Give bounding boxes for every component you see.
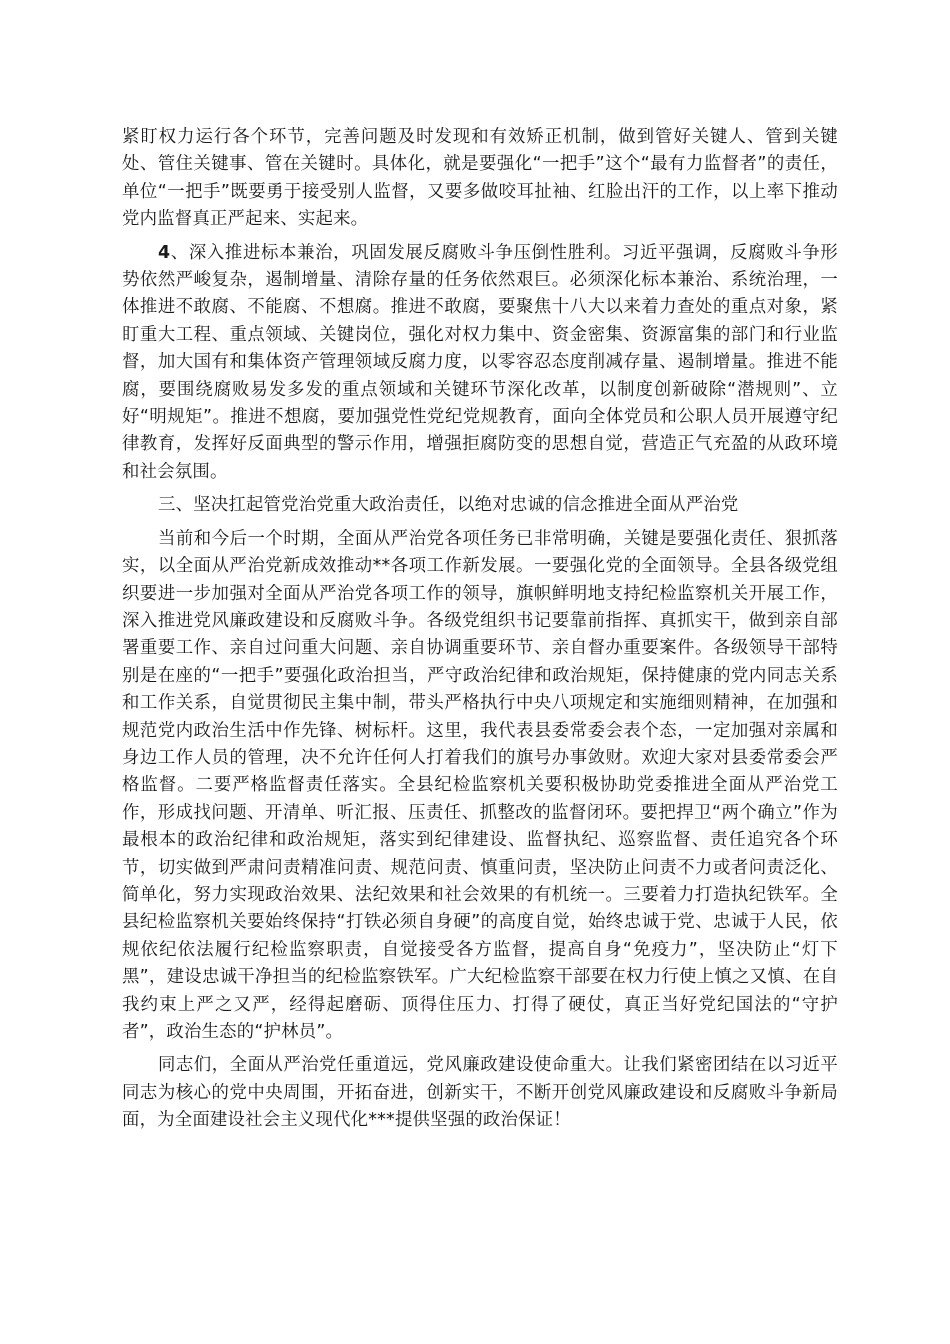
body-paragraph-responsibility: 当前和今后一个时期，全面从严治党各项任务已非常明确，关键是要强化责任、狠抓落实，以全面从严治党新成效推动**各项工作新发展。一要强化党的全面领导。全县各级党组织要进一步加强对全面从严治党各项工作的领导，旗帜鲜明地支持纪检监察机关开展工作，深入推进党风廉政建设和反腐败斗争。各级党组织书记要靠前指挥、真抓实干，做到亲自部署重要工作、亲自过问重大问题、亲自协调重要环节、亲自督办重要案件。各级领导干部特别是在座的“一把手”要强化政治担当，严守政治纪律和政治规矩，保持健康的党内同志关系和工作关系，自觉贯彻民主集中制，带头严格执行中央八项规定和实施细则精神，在加强和规范党内政治生活中作先锋、树标杆。这里，我代表县委常委会表个态，一定加强对亲属和身边工作人员的管理，决不允许任何人打着我们的旗号办事敛财。欢迎大家对县委常委会严格监督。二要严格监督责任落实。全县纪检监察机关要积极协助党委推进全面从严治党工作，形成找问题、开清单、听汇报、压责任、抓整改的监督闭环。要把捍卫“两个确立”作为最根本的政治纪律和政治规矩，落实到纪律建设、监督执纪、巡察监督、责任追究各个环节，切实做到严肃问责精准问责、规范问责、慎重问责，坚决防止问责不力或者问责泛化、简单化，努力实现政治效果、法纪效果和社会效果的有机统一。三要着力打造执纪铁军。全县纪检监察机关要始终保持“打铁必须自身硬”的高度自觉，始终忠诚于党、忠诚于人民，依规依纪依法履行纪检监察职责，自觉接受各方监督，提高自身“免疫力”，坚决防止“灯下黑”，建设忠诚干净担当的纪检监察铁军。广大纪检监察干部要在权力行使上慎之又慎、在自我约束上严之又严，经得起磨砺、顶得住压力、打得了硬仗，真正当好党纪国法的“守护者”，政治生态的“护林员”。 xyxy=(122,528,838,1042)
section-4-text: 、深入推进标本兼治，巩固发展反腐败斗争压倒性胜利。习近平强调，反腐败斗争形势依然严峻复杂，遏制增量、清除存量的任务依然艰巨。必须深化标本兼治、系统治理，一体推进不敢腐、不能腐、不想腐。推进不敢腐，要聚焦十八大以来着力查处的重点对象，紧盯重大工程、重点领域、关键岗位，强化对权力集中、资金密集、资源富集的部门和行业监督，加大国有和集体资产管理领域反腐力度，以零容忍态度削减存量、遏制增量。推进不能腐，要围绕腐败易发多发的重点领域和关键环节深化改革，以制度创新破除“潜规则”、立好“明规矩”。推进不想腐，要加强党性党纪党规教育，面向全体党员和公职人员开展遵守纪律教育，发挥好反面典型的警示作用，增强拒腐防变的思想自觉，营造正气充盈的从政环境和社会氛围。 xyxy=(122,242,838,482)
body-paragraph-continued: 紧盯权力运行各个环节，完善问题及时发现和有效矫正机制，做到管好关键人、管到关键处、管住关键事、管在关键时。具体化，就是要强化“一把手”这个“最有力监督者”的责任，单位“一把手”既要勇于接受别人监督，又要多做咬耳扯袖、红脸出汗的工作，以上率下推动党内监督真正严起来、实起来。 xyxy=(122,127,838,230)
body-paragraph-closing: 同志们，全面从严治党任重道远，党风廉政建设使命重大。让我们紧密团结在以习近平同志为核心的党中央周围，开拓奋进，创新实干，不断开创党风廉政建设和反腐败斗争新局面，为全面建设社会主义现代化***提供坚强的政治保证！ xyxy=(122,1055,838,1131)
body-paragraph-section-4 xyxy=(122,240,838,487)
section-number: 4 xyxy=(158,242,171,263)
section-heading-three: 三、坚决扛起管党治党重大政治责任，以绝对忠诚的信念推进全面从严治党 xyxy=(158,495,739,516)
document-page xyxy=(122,124,838,1141)
